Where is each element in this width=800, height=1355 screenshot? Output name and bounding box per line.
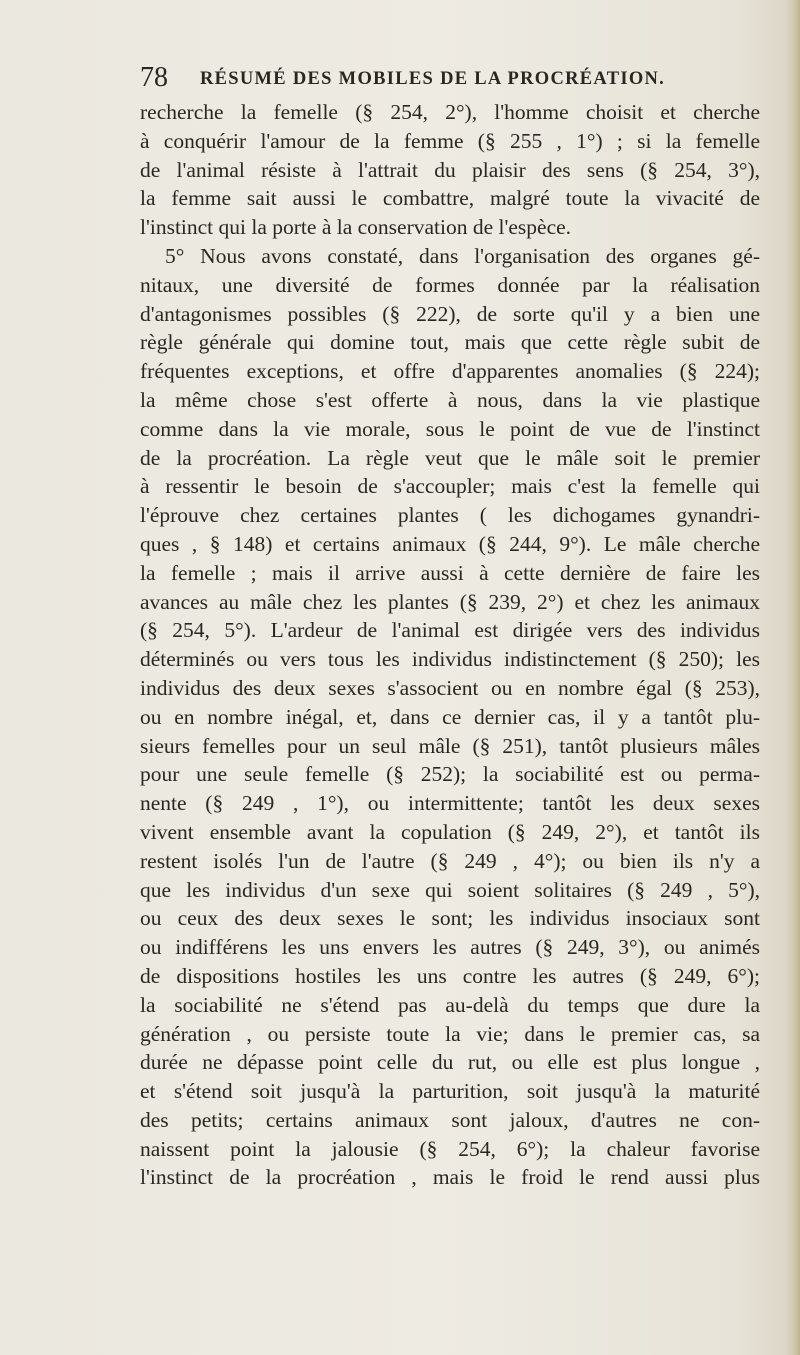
text-line: comme dans la vie morale, sous le point de vue de l'instinct (140, 416, 760, 441)
text-line: l'instinct de la procréation , mais le froid le rend aussi plus (140, 1165, 760, 1190)
text-line: l'éprouve chez certaines plantes ( les dichogames gynandri- (140, 503, 760, 528)
text-line: ou en nombre inégal, et, dans ce dernier cas, il y a tantôt plu- (140, 704, 760, 729)
text-line: recherche la femelle (§ 254, 2°), l'homme choisit et cherche (140, 100, 760, 124)
text-line: restent isolés l'un de l'autre (§ 249 , 4°); ou bien ils n'y a (140, 848, 760, 873)
text-line: durée ne dépasse point celle du rut, ou elle est plus longue , (140, 1050, 760, 1075)
body-text (140, 98, 760, 1192)
page-edge (786, 0, 800, 1355)
text-line: de dispositions hostiles les uns contre les autres (§ 249, 6°); (140, 963, 760, 988)
text-line: naissent point la jalousie (§ 254, 6°); la chaleur favorise (140, 1136, 760, 1161)
text-line: de la procréation. La règle veut que le mâle soit le premier (140, 445, 760, 470)
text-line: fréquentes exceptions, et offre d'apparentes anomalies (§ 224); (140, 359, 760, 384)
text-line: (§ 254, 5°). L'ardeur de l'animal est dirigée vers des individus (140, 618, 760, 643)
text-line: nente (§ 249 , 1°), ou intermittente; tantôt les deux sexes (140, 791, 760, 816)
text-line: 5° Nous avons constaté, dans l'organisation des organes gé- (165, 243, 760, 268)
text-line: la même chose s'est offerte à nous, dans la vie plastique (140, 387, 760, 412)
text-line: avances au mâle chez les plantes (§ 239, 2°) et chez les animaux (140, 589, 760, 614)
text-line: la sociabilité ne s'étend pas au-delà du temps que dure la (140, 992, 760, 1017)
text-line: déterminés ou vers tous les individus indistinctement (§ 250); les (140, 647, 760, 672)
text-line: que les individus d'un sexe qui soient solitaires (§ 249 , 5°), (140, 877, 760, 902)
text-line: la femelle ; mais il arrive aussi à cette dernière de faire les (140, 560, 760, 585)
running-title: RÉSUMÉ DES MOBILES DE LA PROCRÉATION. (200, 69, 666, 89)
text-line: d'antagonismes possibles (§ 222), de sorte qu'il y a bien une (140, 301, 760, 326)
text-line: ou ceux des deux sexes le sont; les individus insociaux sont (140, 906, 760, 931)
text-line: individus des deux sexes s'associent ou en nombre égal (§ 253), (140, 675, 760, 700)
text-line: ou indifférens les uns envers les autres (§ 249, 3°), ou animés (140, 935, 760, 960)
text-line: sieurs femelles pour un seul mâle (§ 251), tantôt plusieurs mâles (140, 733, 760, 758)
text-line: et s'étend soit jusqu'à la parturition, soit jusqu'à la maturité (140, 1079, 760, 1104)
page-header (140, 60, 760, 96)
text-line: de l'animal résiste à l'attrait du plaisir des sens (§ 254, 3°), (140, 157, 760, 182)
text-line: à conquérir l'amour de la femme (§ 255 , 1°) ; si la femelle (140, 128, 760, 153)
text-line: pour une seule femelle (§ 252); la sociabilité est ou perma- (140, 762, 760, 787)
text-line: des petits; certains animaux sont jaloux, d'autres ne con- (140, 1107, 760, 1132)
text-line: vivent ensemble avant la copulation (§ 249, 2°), et tantôt ils (140, 819, 760, 844)
page-number: 78 (140, 62, 168, 93)
text-line: l'instinct qui la porte à la conservation de l'espèce. (140, 215, 572, 240)
text-line: la femme sait aussi le combattre, malgré toute la vivacité de (140, 186, 760, 211)
text-line: ques , § 148) et certains animaux (§ 244, 9°). Le mâle cherche (140, 531, 760, 556)
text-line: génération , ou persiste toute la vie; dans le premier cas, sa (140, 1021, 760, 1046)
text-line: à ressentir le besoin de s'accoupler; mais c'est la femelle qui (140, 474, 760, 499)
text-line: nitaux, une diversité de formes donnée par la réalisation (140, 272, 760, 297)
text-line: règle générale qui domine tout, mais que cette règle subit de (140, 330, 760, 355)
